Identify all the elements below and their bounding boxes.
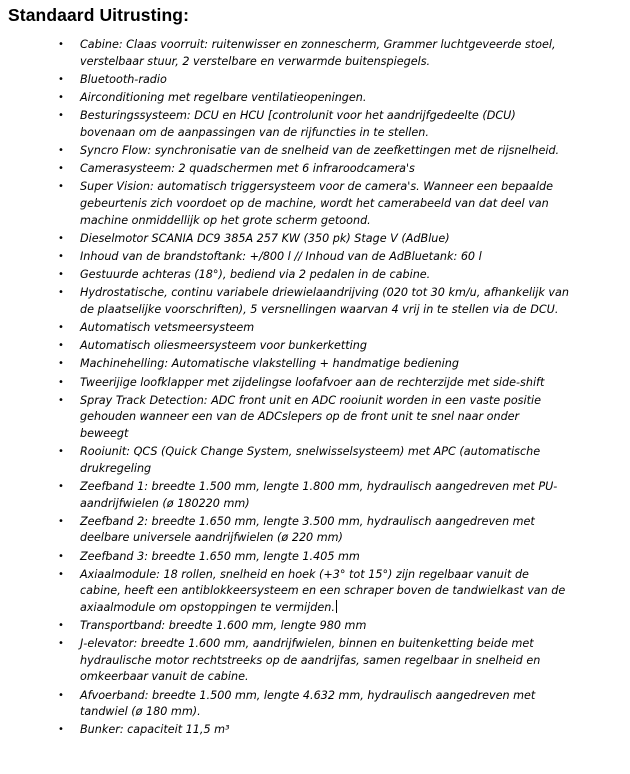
list-item-text: Rooiunit: QCS (Quick Change System, snelwisselsysteem) met APC (automatische drukregeling: [80, 445, 541, 475]
bullet-icon: •: [58, 232, 64, 244]
bullet-icon: •: [58, 181, 64, 193]
bullet-icon: •: [58, 620, 64, 632]
list-item: [58, 356, 570, 373]
list-item-text: Camerasysteem: 2 quadschermen met 6 infraroodcamera's: [80, 162, 415, 176]
list-item: [58, 320, 570, 337]
list-item-text: Transportband: breedte 1.600 mm, lengte 980 mm: [80, 619, 367, 633]
list-item: [58, 514, 570, 547]
bullet-icon: •: [58, 269, 64, 281]
list-item: [58, 688, 570, 721]
list-item-text: Axiaalmodule: 18 rollen, snelheid en hoek (+3° tot 15°) zijn regelbaar vanuit de cabine, heeft een antiblokkeersysteem en een schraper boven de tandwielkast van de axiaalmodule om opstoppingen te vermijden.: [80, 567, 566, 614]
bullet-icon: •: [58, 163, 64, 175]
equipment-list: [0, 37, 570, 739]
bullet-icon: •: [58, 446, 64, 458]
list-item: [58, 285, 570, 318]
list-item: [58, 567, 570, 617]
list-item: [58, 549, 570, 566]
list-item-text: Dieselmotor SCANIA DC9 385A 257 KW (350 pk) Stage V (AdBlue): [80, 231, 450, 245]
list-item-text: Zeefband 2: breedte 1.650 mm, lengte 3.500 mm, hydraulisch aangedreven met deelbare universele aandrijfwielen (ø 220 mm): [80, 514, 535, 545]
list-item-text: Zeefband 3: breedte 1.650 mm, lengte 1.405 mm: [80, 549, 360, 563]
bullet-icon: •: [58, 340, 64, 352]
list-item: [58, 249, 570, 266]
bullet-icon: •: [58, 110, 64, 122]
list-item: [58, 72, 570, 89]
list-item-text: Airconditioning met regelbare ventilatieopeningen.: [80, 90, 367, 104]
bullet-icon: •: [58, 144, 64, 156]
bullet-icon: •: [58, 91, 64, 103]
list-item-text: Cabine: Claas voorruit: ruitenwisser en zonnescherm, Grammer luchtgeveerde stoel, verstelbaar stuur, 2 verstelbare en verwarmde buitenspiegels.: [80, 38, 556, 68]
list-item: [58, 618, 570, 635]
list-item: [58, 375, 570, 392]
bullet-icon: •: [58, 638, 64, 650]
list-item: [58, 393, 570, 443]
bullet-icon: •: [58, 358, 64, 370]
list-item: [58, 161, 570, 178]
bullet-icon: •: [58, 394, 64, 406]
bullet-icon: •: [58, 322, 64, 334]
list-item: [58, 179, 570, 229]
bullet-icon: •: [58, 287, 64, 299]
list-item-text: Gestuurde achteras (18°), bediend via 2 pedalen in de cabine.: [80, 268, 431, 282]
bullet-icon: •: [58, 250, 64, 262]
text-cursor: [336, 600, 337, 613]
list-item: [58, 90, 570, 107]
bullet-icon: •: [58, 724, 64, 736]
list-item-text: Machinehelling: Automatische vlakstelling + handmatige bediening: [80, 357, 459, 371]
list-item-text: J-elevator: breedte 1.600 mm, aandrijfwielen, binnen en buitenketting beide met hydraulische motor rechtstreeks op de aandrijfas, samen regelbaar in snelheid en omkeerbaar vanuit de cabine.: [80, 637, 541, 684]
list-item-text: Automatisch vetsmeersysteem: [80, 321, 255, 335]
bullet-icon: •: [58, 73, 64, 85]
list-item-text: Spray Track Detection: ADC front unit en ADC rooiunit worden in een vaste positie gehouden wanneer een van de ADCslepers op de front unit te snel naar onder beweegt: [80, 393, 541, 440]
bullet-icon: •: [58, 550, 64, 562]
bullet-icon: •: [58, 515, 64, 527]
list-item-text: Super Vision: automatisch triggersysteem voor de camera's. Wanneer een bepaalde gebeurtenis zich voordoet op de machine, wordt het camerabeeld van dat deel van machine onmiddellijk op het grote scherm getoond.: [80, 180, 553, 227]
list-item-text: Besturingssysteem: DCU en HCU [controlunit voor het aandrijfgedeelte (DCU) bovenaan om de aanpassingen van de rijfuncties in te stellen.: [80, 109, 516, 139]
list-item: [58, 143, 570, 160]
list-item: [58, 108, 570, 141]
list-item-text: Inhoud van de brandstoftank: +/800 l // Inhoud van de AdBluetank: 60 l: [80, 249, 482, 263]
list-item: [58, 722, 570, 739]
list-item-text: Zeefband 1: breedte 1.500 mm, lengte 1.800 mm, hydraulisch aangedreven met PU-aandrijfwielen (ø 180220 mm): [80, 479, 558, 510]
list-item-text: Bluetooth-radio: [80, 72, 167, 86]
list-item: [58, 231, 570, 248]
list-item: [58, 636, 570, 686]
list-item-text: Tweerijige loofklapper met zijdelingse loofafvoer aan de rechterzijde met side-shift: [80, 375, 545, 389]
bullet-icon: •: [58, 376, 64, 388]
list-item: [58, 444, 570, 477]
list-item: [58, 338, 570, 355]
list-item: [58, 37, 570, 70]
list-item: [58, 479, 570, 512]
bullet-icon: •: [58, 568, 64, 580]
list-item-text: Hydrostatische, continu variabele driewielaandrijving (020 tot 30 km/u, afhankelijk van de plaatselijke voorschriften), 5 versnellingen waarvan 4 vrij in te stellen via de DCU.: [80, 286, 569, 316]
bullet-icon: •: [58, 689, 64, 701]
list-item-text: Automatisch oliesmeersysteem voor bunkerketting: [80, 339, 367, 353]
bullet-icon: •: [58, 39, 64, 50]
document-title: Standaard Uitrusting:: [8, 5, 189, 25]
list-item: [58, 267, 570, 284]
list-item-text: Bunker: capaciteit 11,5 m³: [80, 723, 230, 737]
bullet-icon: •: [58, 480, 64, 492]
list-item-text: Syncro Flow: synchronisatie van de snelheid van de zeefkettingen met de rijsnelheid.: [80, 143, 560, 157]
list-item-text: Afvoerband: breedte 1.500 mm, lengte 4.632 mm, hydraulisch aangedreven met tandwiel (ø 180 mm).: [80, 688, 536, 719]
